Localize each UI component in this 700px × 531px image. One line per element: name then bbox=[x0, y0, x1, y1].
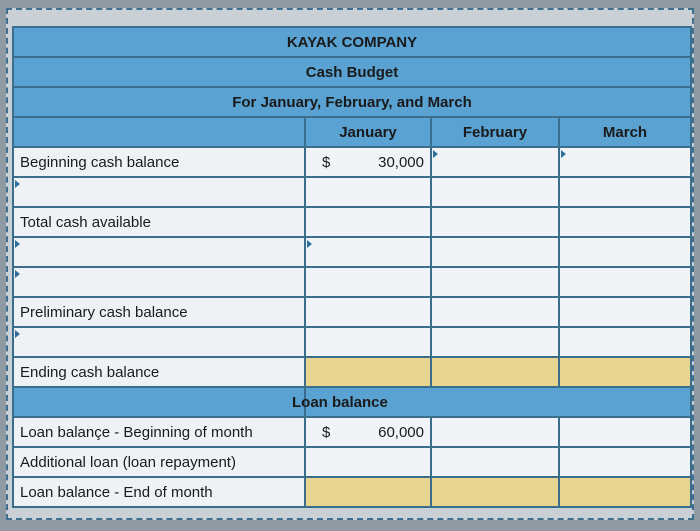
input-1-mar[interactable] bbox=[559, 177, 691, 207]
input-label-2[interactable] bbox=[13, 237, 305, 267]
input-4-mar[interactable] bbox=[559, 327, 691, 357]
column-header-january: January bbox=[305, 117, 431, 147]
input-2-jan[interactable] bbox=[305, 237, 431, 267]
total-cash-mar[interactable] bbox=[559, 207, 691, 237]
row-ending-cash bbox=[13, 357, 691, 387]
input-label-1[interactable] bbox=[13, 177, 305, 207]
column-header-february: February bbox=[431, 117, 559, 147]
title-row-period bbox=[13, 87, 691, 117]
row-input-2 bbox=[13, 237, 691, 267]
beginning-cash-jan[interactable] bbox=[305, 147, 431, 177]
input-3-feb[interactable] bbox=[431, 267, 559, 297]
amount-value: 60,000 bbox=[378, 423, 424, 441]
row-input-1 bbox=[13, 177, 691, 207]
title-row-company bbox=[13, 27, 691, 57]
label-preliminary: Preliminary cash balance bbox=[13, 297, 305, 327]
total-cash-feb[interactable] bbox=[431, 207, 559, 237]
loan-beginning-mar[interactable] bbox=[559, 417, 691, 447]
ending-cash-jan[interactable] bbox=[305, 357, 431, 387]
row-total-cash bbox=[13, 207, 691, 237]
header-blank bbox=[13, 117, 305, 147]
column-header-march: March bbox=[559, 117, 691, 147]
loan-section-heading: Loan balance bbox=[305, 387, 691, 417]
loan-beginning-jan[interactable] bbox=[305, 417, 431, 447]
loan-header-row bbox=[13, 387, 691, 417]
preliminary-feb[interactable] bbox=[431, 297, 559, 327]
row-loan-additional bbox=[13, 447, 691, 477]
ending-cash-mar[interactable] bbox=[559, 357, 691, 387]
input-1-feb[interactable] bbox=[431, 177, 559, 207]
loan-header-blank bbox=[13, 387, 305, 417]
input-label-3[interactable] bbox=[13, 267, 305, 297]
row-loan-end bbox=[13, 477, 691, 507]
currency-symbol: $ bbox=[322, 423, 331, 441]
input-label-4[interactable] bbox=[13, 327, 305, 357]
input-2-feb[interactable] bbox=[431, 237, 559, 267]
report-title: Cash Budget bbox=[13, 57, 691, 87]
total-cash-jan[interactable] bbox=[305, 207, 431, 237]
ending-cash-feb[interactable] bbox=[431, 357, 559, 387]
period-title: For January, February, and March bbox=[13, 87, 691, 117]
row-preliminary bbox=[13, 297, 691, 327]
loan-additional-mar[interactable] bbox=[559, 447, 691, 477]
input-2-mar[interactable] bbox=[559, 237, 691, 267]
title-row-report bbox=[13, 57, 691, 87]
spreadsheet-area bbox=[6, 8, 694, 520]
input-4-jan[interactable] bbox=[305, 327, 431, 357]
preliminary-mar[interactable] bbox=[559, 297, 691, 327]
label-ending-cash: Ending cash balance bbox=[13, 357, 305, 387]
loan-end-feb[interactable] bbox=[431, 477, 559, 507]
beginning-cash-mar[interactable] bbox=[559, 147, 691, 177]
label-loan-additional: Additional loan (loan repayment) bbox=[13, 447, 305, 477]
column-header-row bbox=[13, 117, 691, 147]
currency-symbol: $ bbox=[322, 153, 331, 171]
loan-additional-jan[interactable] bbox=[305, 447, 431, 477]
loan-end-mar[interactable] bbox=[559, 477, 691, 507]
row-input-4 bbox=[13, 327, 691, 357]
label-loan-end: Loan balance - End of month bbox=[13, 477, 305, 507]
amount-value: 30,000 bbox=[378, 153, 424, 171]
input-3-mar[interactable] bbox=[559, 267, 691, 297]
row-loan-beginning bbox=[13, 417, 691, 447]
label-total-cash: Total cash available bbox=[13, 207, 305, 237]
input-1-jan[interactable] bbox=[305, 177, 431, 207]
input-4-feb[interactable] bbox=[431, 327, 559, 357]
company-title: KAYAK COMPANY bbox=[13, 27, 691, 57]
preliminary-jan[interactable] bbox=[305, 297, 431, 327]
label-beginning-cash: Beginning cash balance bbox=[13, 147, 305, 177]
loan-end-jan[interactable] bbox=[305, 477, 431, 507]
row-input-3 bbox=[13, 267, 691, 297]
loan-additional-feb[interactable] bbox=[431, 447, 559, 477]
input-3-jan[interactable] bbox=[305, 267, 431, 297]
loan-beginning-feb[interactable] bbox=[431, 417, 559, 447]
label-loan-beginning: Loan balançe - Beginning of month bbox=[13, 417, 305, 447]
beginning-cash-feb[interactable] bbox=[431, 147, 559, 177]
row-beginning-cash bbox=[13, 147, 691, 177]
cash-budget-table bbox=[12, 26, 692, 508]
